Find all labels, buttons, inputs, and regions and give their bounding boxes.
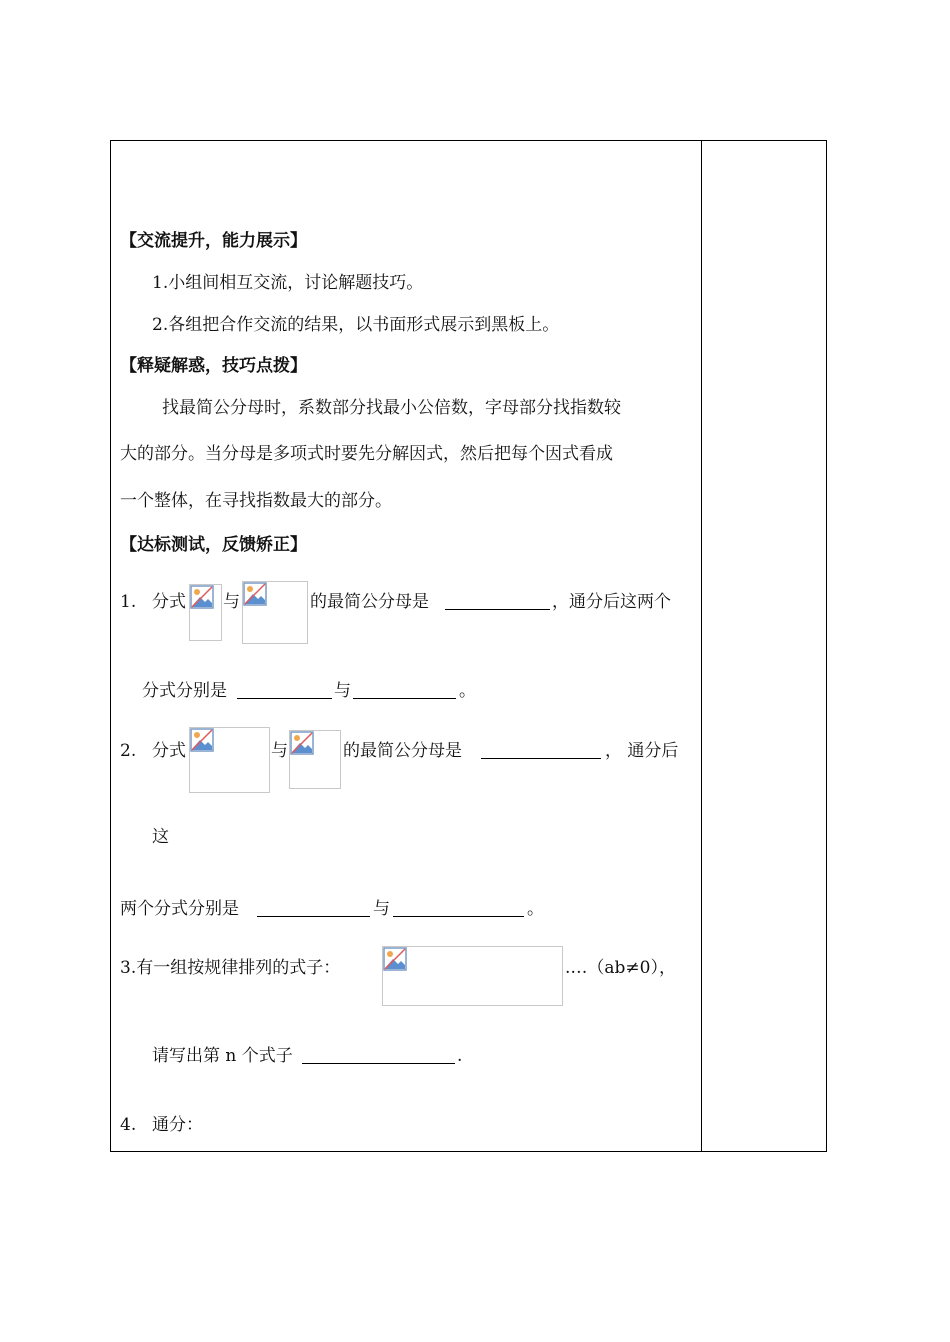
q1-fraction-image-2 [242, 581, 308, 644]
q1-mid: 与 [223, 592, 240, 612]
q2-number: 2. [120, 741, 137, 761]
q2-blank-2 [257, 898, 370, 923]
section-heading-tips: 【释疑解惑，技巧点拨】 [120, 356, 307, 376]
q1-answer-blank [445, 591, 550, 616]
q2-fraction-image-2 [289, 730, 341, 789]
q2-line3-end: 。 [527, 899, 544, 919]
q1-line2-lead: 分式分别是 [142, 681, 227, 701]
q2-line3-mid: 与 [373, 899, 390, 919]
exchange-item-1: 1.小组间相互交流，讨论解题技巧。 [152, 273, 424, 293]
tips-paragraph-line-1: 找最简公分母时，系数部分找最小公倍数，字母部分找指数较 [162, 398, 621, 418]
q1-line2-end: 。 [459, 681, 476, 701]
q1-blank-3 [353, 680, 456, 705]
q1-line2-mid: 与 [334, 681, 351, 701]
q1-number: 1. [120, 592, 137, 612]
q2-answer-blank [481, 740, 601, 765]
q2-lead: 分式 [152, 741, 186, 761]
q2-fraction-image-1 [189, 727, 270, 793]
q3-tail: .…（ab≠0）， [565, 958, 676, 978]
broken-image-icon [243, 582, 267, 606]
q3-line2-end: . [457, 1046, 463, 1066]
broken-image-icon [290, 731, 314, 755]
q1-fraction-image-1 [189, 584, 222, 641]
q4-number: 4. [120, 1115, 137, 1135]
q2-line2: 这 [152, 827, 169, 847]
q1-tail: ，通分后这两个 [552, 592, 671, 612]
q1-lead: 分式 [152, 592, 186, 612]
q3-lead: 3.有一组按规律排列的式子： [120, 958, 341, 978]
tips-paragraph-line-2: 大的部分。当分母是多项式时要先分解因式，然后把每个因式看成 [120, 444, 613, 464]
broken-image-icon [190, 585, 214, 609]
broken-image-icon [383, 947, 407, 971]
q2-tail: ， 通分后 [605, 741, 679, 761]
q3-answer-blank [302, 1045, 455, 1070]
q1-after: 的最简公分母是 [310, 592, 429, 612]
q3-sequence-image [382, 946, 563, 1006]
q4-text: 通分： [152, 1115, 203, 1135]
broken-image-icon [190, 728, 214, 752]
q1-blank-2 [237, 680, 332, 705]
q2-line3-lead: 两个分式分别是 [120, 899, 239, 919]
section-heading-test: 【达标测试，反馈矫正】 [120, 535, 307, 555]
q2-after: 的最简公分母是 [343, 741, 462, 761]
q2-blank-3 [393, 898, 524, 923]
tips-paragraph-line-3: 一个整体，在寻找指数最大的部分。 [120, 491, 392, 511]
exchange-item-2: 2.各组把合作交流的结果，以书面形式展示到黑板上。 [152, 315, 560, 335]
q3-line2-lead: 请写出第 n 个式子 [152, 1046, 293, 1066]
column-divider [701, 141, 702, 1151]
q2-mid: 与 [271, 741, 288, 761]
section-heading-exchange: 【交流提升，能力展示】 [120, 231, 307, 251]
